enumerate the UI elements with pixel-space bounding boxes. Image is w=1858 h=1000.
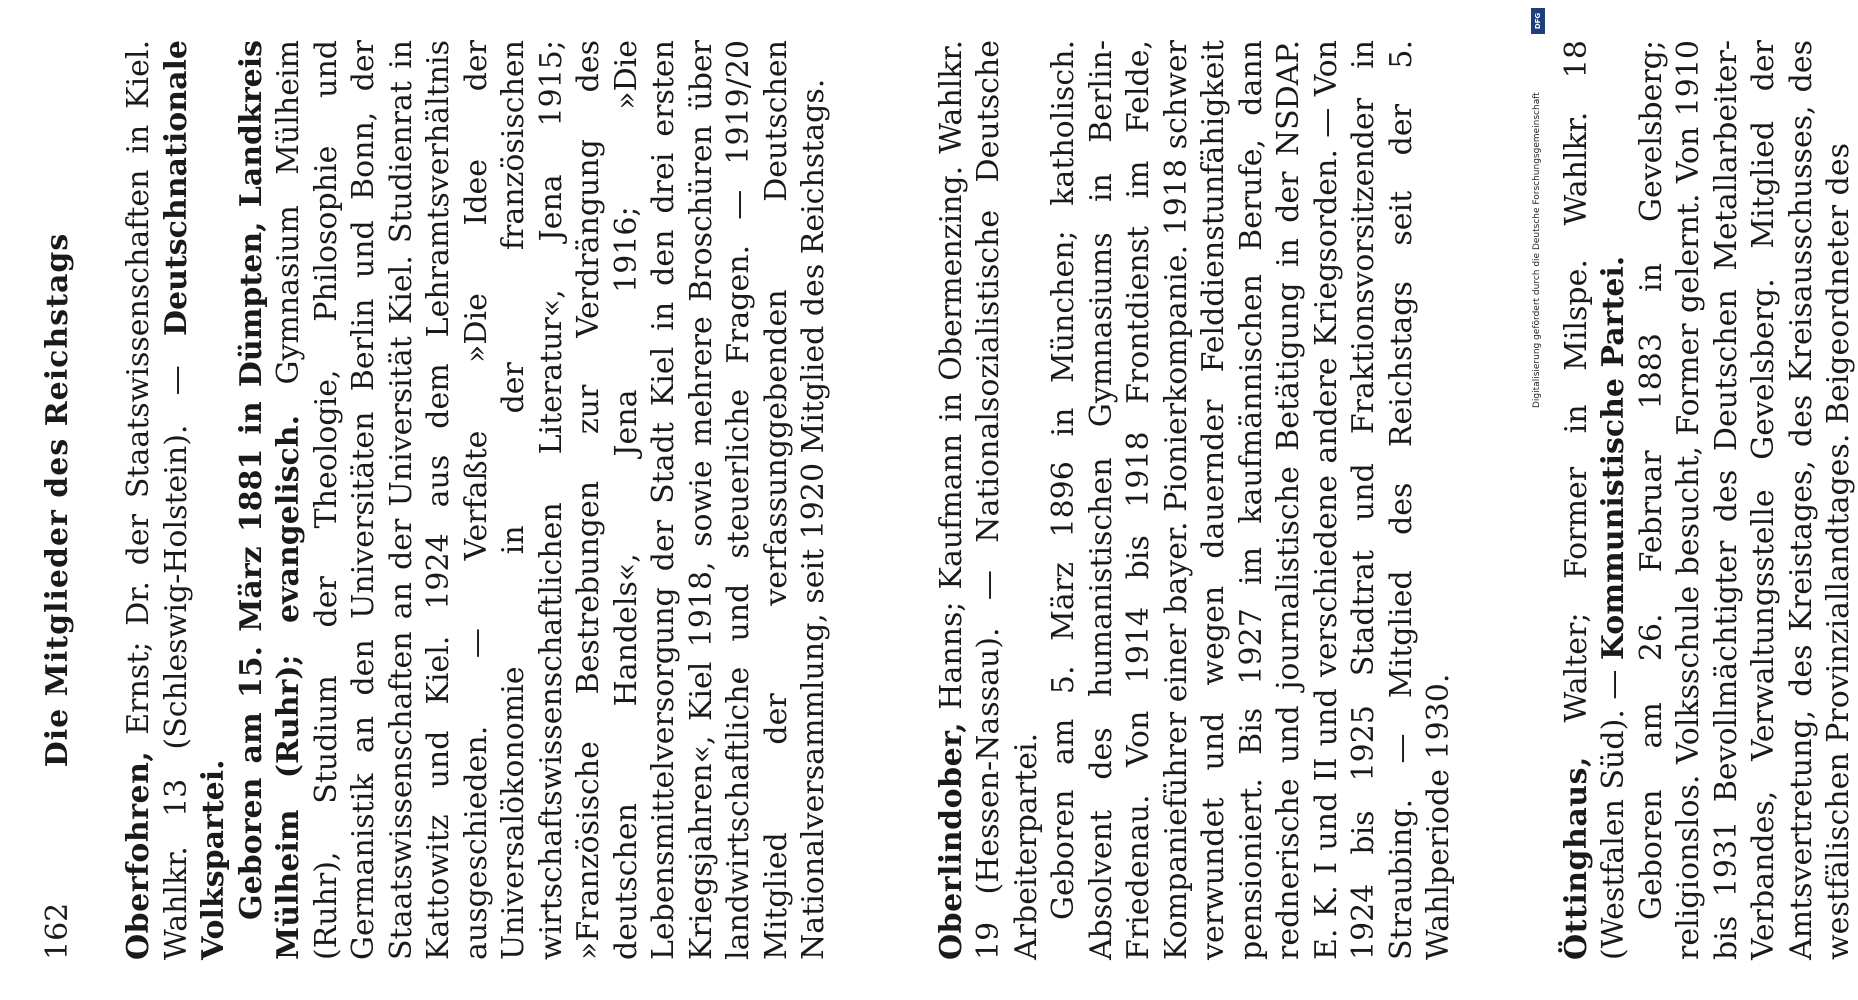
entry-bio: Geboren am 5. März 1896 in München; katholisch. Absolvent des humanistischen Gymnasiums in Berlin-Friedenau. Von 1914 bis 1918 Frontdienst im Felde, Kompanieführer einer bayer. Pionierkompanie. 1918 schwer verwundet und wegen dauernder Felddienstunfähigkeit pensioniert. Bis 1927 im kaufmännischen Berufe, dann rednerische und journalistische Betätigung in der NSDAP. E. K. I und II und verschiedene andere Kriegsorden. — Von 1924 bis 1925 Stadtrat und Fraktionsvorsitzender in Straubing. — Mitglied des Reichstags seit der 5. Wahlperiode 1930. bbox=[1046, 40, 1456, 960]
entry-name: Oberlindober, bbox=[933, 721, 969, 960]
entry-bio: Gymnasium Mülheim (Ruhr), Studium der Theologie, Philosophie und Germanistik an den Universitäten Berlin und Bonn, der Staatswissenschaften an der Universität Kiel. Studienrat in Kattowitz und Kiel. 1924 aus dem Lehramtsverhältnis ausgeschieden. — Verfaßte »Die Idee der Universalökonomie in der französischen wirtschaftswissenschaftlichen Literatur«, Jena 1915; »Französische Bestrebungen zur Verdrängung des deutschen Handels«, Jena 1916; »Die Lebensmittelversorgung der Stadt Kiel in den drei ersten Kriegsjahren«, Kiel 1918, sowie mehrere Broschüren über landwirtschaftliche und steuerliche Fragen. — 1919/20 Mitglied der verfassunggebenden Deutschen Nationalversammlung, seit 1920 Mitglied des Reichstags. bbox=[271, 39, 831, 960]
entry-name: Oberfohren, bbox=[121, 750, 156, 960]
page-header bbox=[40, 40, 90, 960]
digitization-credit bbox=[1528, 8, 1546, 408]
entry-name: Öttinghaus, bbox=[1558, 756, 1594, 960]
entry-party: Kommunistische Partei. bbox=[1596, 255, 1631, 661]
entry-bio: Geboren am 26. Februar 1883 in Gevelsberg; religionslos. Volksschule besucht, Former gelernt. Von 1910 bis 1931 Bevollmächtigter des Deutschen Metallarbeiter-Verbandes, Verwaltungsstelle Gevelsberg. Mitglied der Amtsvertretung, des Kreistages, des Kreisausschusses, des westfälischen Provinziallandtages. Beigeordneter des bbox=[1633, 40, 1856, 960]
running-title: Die Mitglieder des Reichstags bbox=[40, 232, 75, 768]
entry-party: Deutschnationale Volkspartei. bbox=[158, 40, 231, 960]
entry-bio-birth: Geboren am 15. März 1881 in Dümpten, Landkreis Mülheim (Ruhr); evangelisch. bbox=[233, 40, 306, 960]
page-content bbox=[40, 40, 1858, 960]
dfg-logo: DFG bbox=[1531, 8, 1545, 34]
credit-text: Digitalisierung gefördert durch die Deutsche Forschungsgemeinschaft bbox=[1532, 92, 1542, 408]
entry-intro: Walter; Former in Milspe. Wahlkr. 18 (Westfalen Süd). — bbox=[1558, 40, 1631, 960]
entry-intro: Hanns; Kaufmann in Obermenzing. Wahlkr. 19 (Hessen-Nassau). — Nationalsozialistische Deutsche Arbeiterpartei. bbox=[933, 40, 1044, 960]
entry-intro: Ernst; Dr. der Staatswissenschaften in Kiel. Wahlkr. 13 (Schleswig-Holstein). — bbox=[121, 40, 194, 960]
page-number: 162 bbox=[40, 902, 75, 960]
entry-oberlindober bbox=[933, 40, 1458, 960]
entry-oberfohren bbox=[120, 40, 833, 960]
entry-oettinghaus bbox=[1558, 40, 1858, 960]
